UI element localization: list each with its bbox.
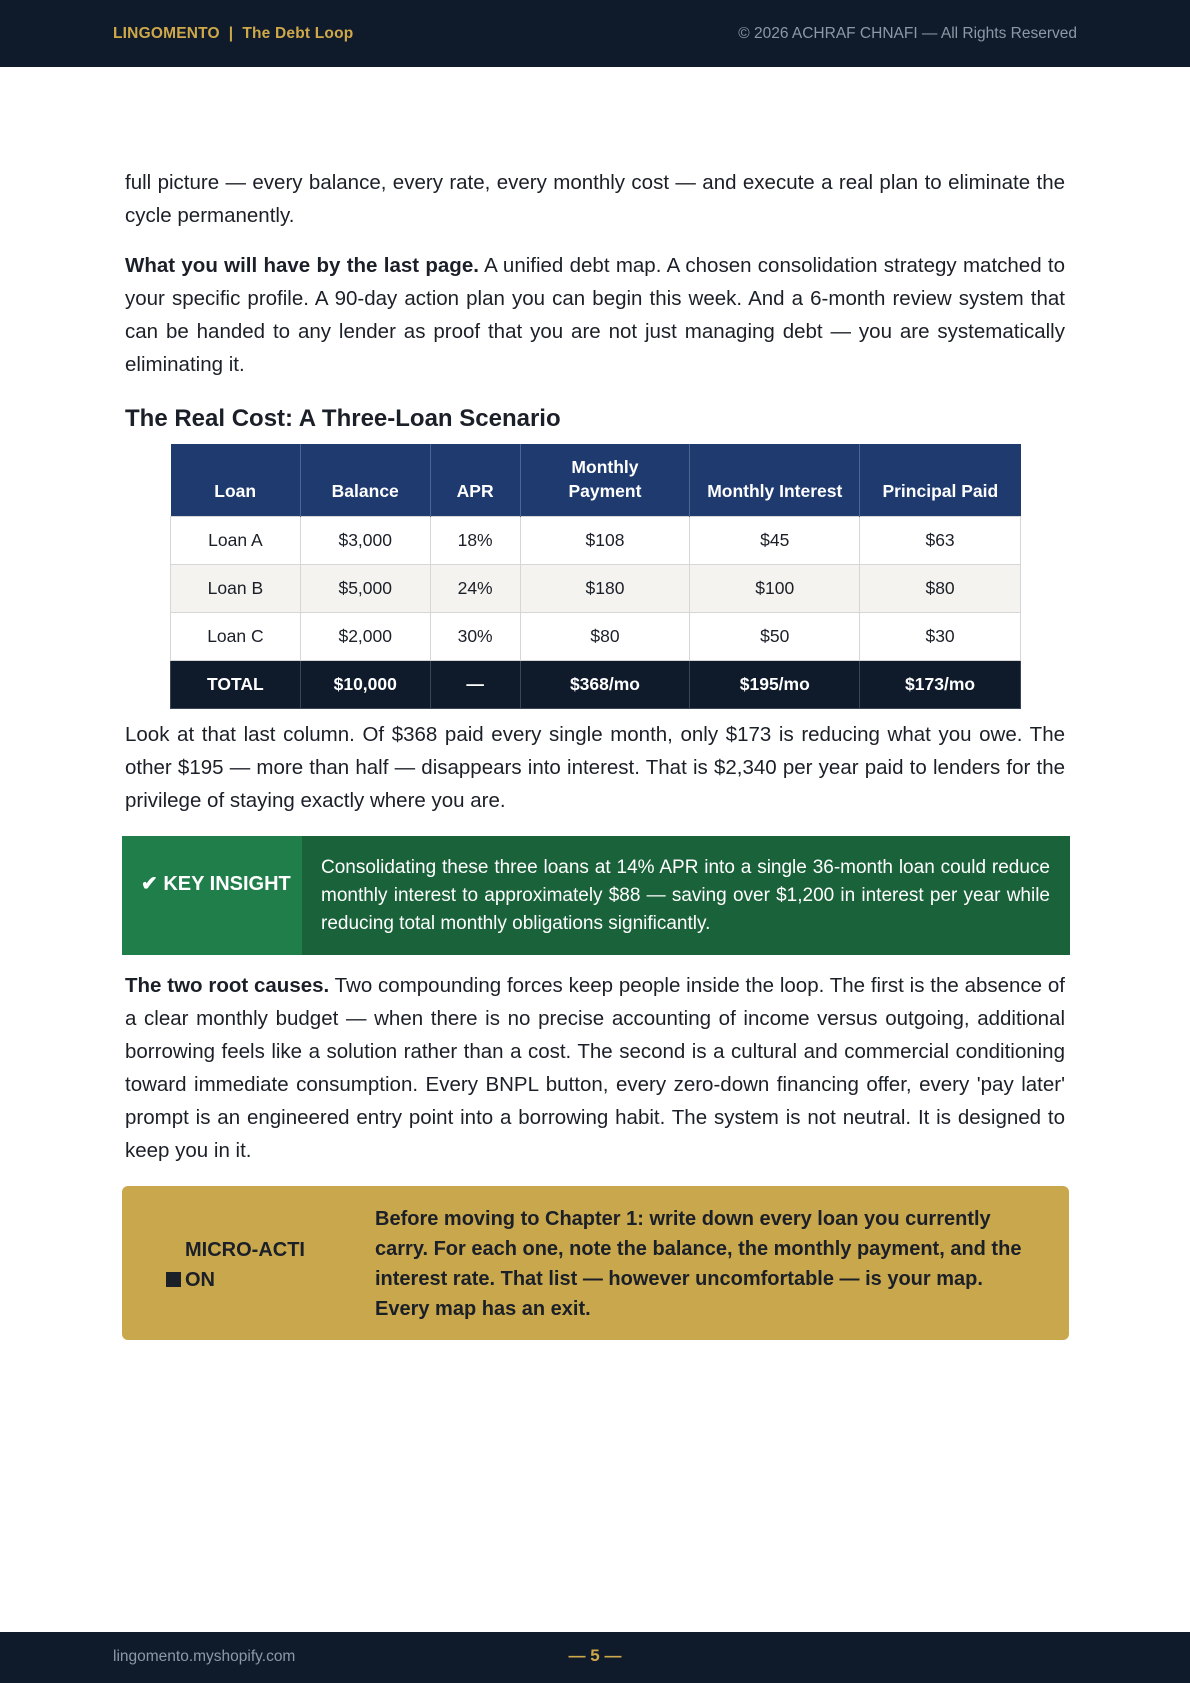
table-row bbox=[171, 564, 1021, 612]
micro-action-tag bbox=[122, 1186, 375, 1340]
table-cell: $45 bbox=[690, 516, 860, 564]
analysis-paragraph: Look at that last column. Of $368 paid every single month, only $173 is reducing what you owe. The other $195 — more than half — disappears into interest. That is $2,340 per year paid to lenders for the privilege of staying exactly where you are. bbox=[125, 723, 1065, 812]
key-insight-text: Consolidating these three loans at 14% APR into a single 36-month loan could reduce monthly interest to approximately $88 — saving over $1,200 in interest per year while reducing total monthly obligations significantly. bbox=[321, 857, 1050, 934]
table-cell: $30 bbox=[860, 612, 1021, 660]
total-cell: — bbox=[430, 660, 520, 708]
copyright-notice: © 2026 ACHRAF CHNAFI — All Rights Reserved bbox=[738, 24, 1077, 42]
page-content bbox=[125, 166, 1065, 433]
table-cell: $100 bbox=[690, 564, 860, 612]
page-header bbox=[0, 0, 1190, 67]
total-cell: $368/mo bbox=[520, 660, 690, 708]
root-causes-paragraph bbox=[125, 969, 1065, 1167]
total-cell: $195/mo bbox=[690, 660, 860, 708]
micro-action-callout bbox=[122, 1186, 1069, 1340]
intro-paragraph bbox=[125, 249, 1065, 381]
total-cell: $10,000 bbox=[300, 660, 430, 708]
table-cell: $50 bbox=[690, 612, 860, 660]
table-cell: $108 bbox=[520, 516, 690, 564]
table-cell: 18% bbox=[430, 516, 520, 564]
table-cell: $5,000 bbox=[300, 564, 430, 612]
key-insight-callout bbox=[122, 836, 1070, 955]
table-cell: $180 bbox=[520, 564, 690, 612]
footer-site-url: lingomento.myshopify.com bbox=[113, 1648, 296, 1665]
intro-text: A unified debt map. A chosen consolidation strategy matched to your specific profile. A 90-day action plan you can begin this week. And a 6-month review system that can be handed to any lender as proof that you are not just managing debt — you are systematically eliminating it. bbox=[125, 254, 1065, 376]
table-cell: $80 bbox=[520, 612, 690, 660]
table-cell: Loan B bbox=[171, 564, 301, 612]
table-cell: 30% bbox=[430, 612, 520, 660]
column-header: Balance bbox=[300, 444, 430, 516]
analysis-block bbox=[125, 718, 1065, 817]
root-causes-text: Two compounding forces keep people inside the loop. The first is the absence of a clear monthly budget — when there is no precise accounting of income versus outgoing, additional borrowing feels like a solution rather than a cost. The second is a cultural and commercial conditioning toward immediate consumption. Every BNPL button, every zero-down financing offer, every 'pay later' prompt is an engineered entry point into a borrowing habit. The system is not neutral. It is designed to keep you in it. bbox=[125, 974, 1065, 1162]
column-header-label: Monthly Payment bbox=[568, 456, 642, 501]
table-cell: $3,000 bbox=[300, 516, 430, 564]
table-cell: 24% bbox=[430, 564, 520, 612]
column-header: Monthly Interest bbox=[690, 444, 860, 516]
root-causes-lead: The two root causes. bbox=[125, 974, 330, 997]
square-icon bbox=[166, 1272, 181, 1287]
column-header bbox=[520, 444, 690, 516]
micro-action-text: Before moving to Chapter 1: write down every loan you currently carry. For each one, note the balance, the monthly payment, and the interest rate. That list — however uncomfortable — is your map. Every map has an exit. bbox=[375, 1208, 1022, 1320]
table-header-row bbox=[171, 444, 1021, 516]
table-cell: $80 bbox=[860, 564, 1021, 612]
table-cell: Loan A bbox=[171, 516, 301, 564]
brand-title: LINGOMENTO | The Debt Loop bbox=[113, 24, 354, 42]
total-cell: $173/mo bbox=[860, 660, 1021, 708]
table-row bbox=[171, 612, 1021, 660]
root-causes-block bbox=[125, 969, 1065, 1167]
page-footer bbox=[0, 1632, 1190, 1683]
table-cell: $63 bbox=[860, 516, 1021, 564]
table-cell: Loan C bbox=[171, 612, 301, 660]
table-cell: $2,000 bbox=[300, 612, 430, 660]
section-title: The Real Cost: A Three-Loan Scenario bbox=[125, 405, 561, 432]
page-number: — 5 — bbox=[568, 1646, 622, 1665]
table-row bbox=[171, 516, 1021, 564]
key-insight-label: ✔ KEY INSIGHT bbox=[122, 836, 302, 955]
column-header: Principal Paid bbox=[860, 444, 1021, 516]
loan-table bbox=[170, 444, 1021, 709]
column-header: Loan bbox=[171, 444, 301, 516]
micro-action-label: MICRO-ACTION bbox=[185, 1239, 305, 1291]
total-cell: TOTAL bbox=[171, 660, 301, 708]
intro-continuation: full picture — every balance, every rate, every monthly cost — and execute a real plan to eliminate the cycle permanently. bbox=[125, 171, 1065, 227]
table-total-row bbox=[171, 660, 1021, 708]
intro-lead: What you will have by the last page. bbox=[125, 254, 479, 277]
column-header: APR bbox=[430, 444, 520, 516]
